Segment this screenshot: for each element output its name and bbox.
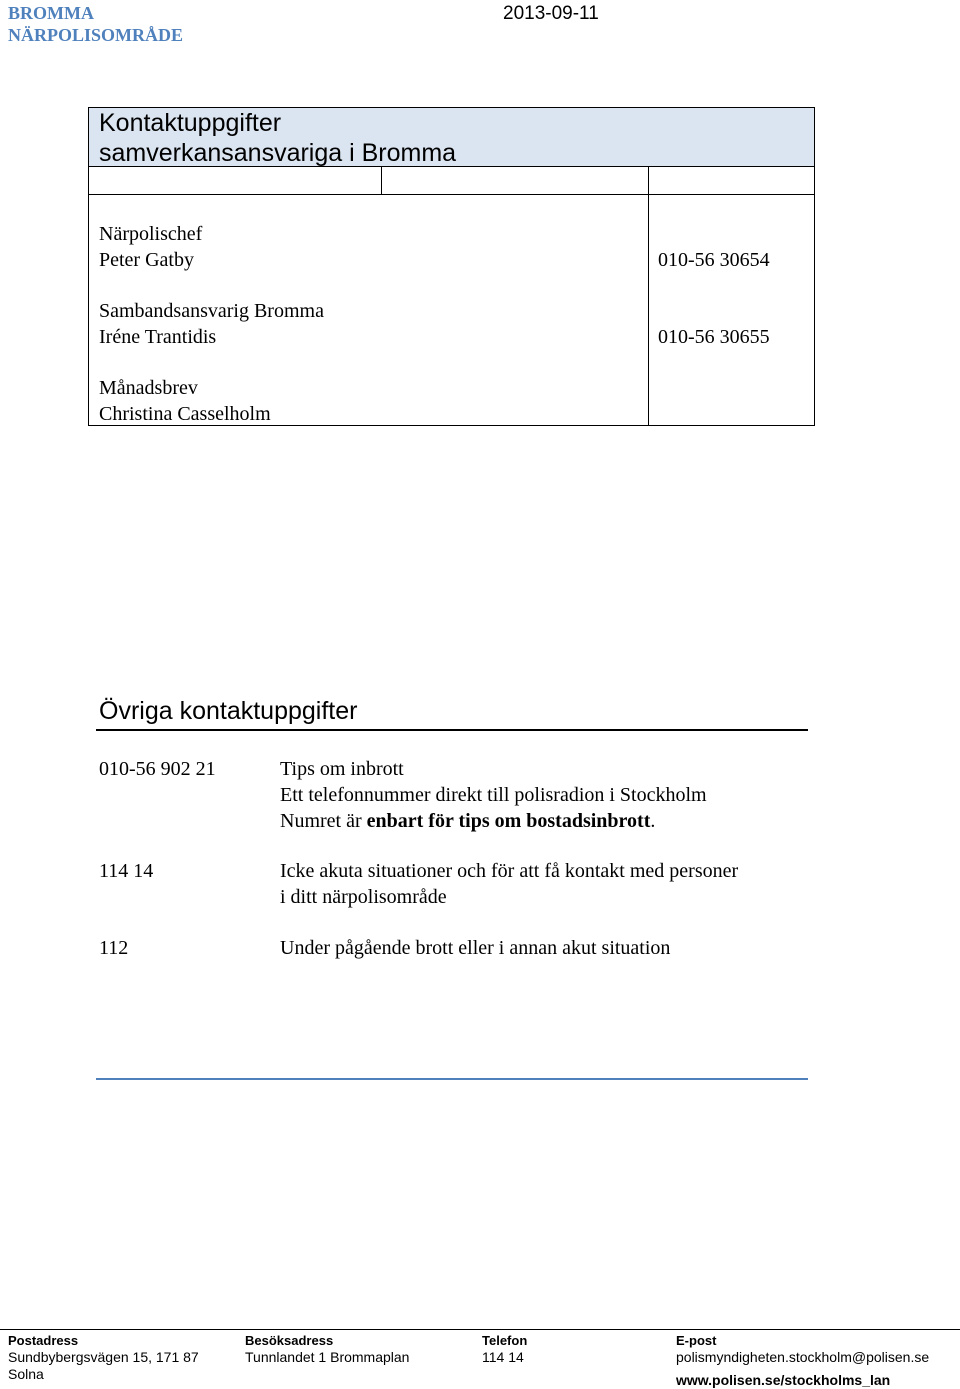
contact-number: 010-56 902 21 — [99, 758, 216, 780]
contact-role: Månadsbrev — [99, 377, 198, 399]
description-line: Ett telefonnummer direkt till polisradion i Stockholm — [280, 784, 707, 806]
org-name-line1: BROMMA — [8, 3, 94, 23]
footer-besoksadress — [245, 1332, 409, 1366]
footer-value: 114 14 — [482, 1349, 524, 1365]
description-line: Under pågående brott eller i annan akut situation — [280, 937, 671, 959]
description-line: Icke akuta situationer och för att få kontakt med personer — [280, 860, 739, 882]
contact-row — [99, 298, 324, 350]
contact-description — [280, 756, 840, 834]
contacts-table-title — [99, 108, 456, 168]
footer-label: Postadress — [8, 1333, 79, 1348]
footer-email-link[interactable]: polismyndigheten.stockholm@polisen.se — [676, 1349, 930, 1365]
footer-postadress — [8, 1332, 199, 1383]
footer-value: Sundbybergsvägen 15, 171 87 — [8, 1349, 199, 1365]
section-heading: Övriga kontaktuppgifter — [99, 697, 358, 725]
footer-rule — [0, 1329, 960, 1330]
footer-label: E-post — [676, 1333, 717, 1348]
footer-label: Telefon — [482, 1333, 528, 1348]
blue-divider — [96, 1078, 808, 1080]
table-column-divider — [648, 167, 649, 426]
description-line: i ditt närpolisområde — [280, 886, 447, 908]
table-column-divider — [381, 167, 382, 194]
footer-value: Solna — [8, 1366, 44, 1382]
contact-number: 114 14 — [99, 860, 154, 882]
contact-description — [280, 858, 840, 910]
contact-description — [280, 935, 840, 961]
contact-name: Peter Gatby — [99, 249, 194, 271]
contact-name: Christina Casselholm — [99, 403, 271, 425]
footer-web-link[interactable]: www.polisen.se/stockholms_lan — [676, 1372, 891, 1388]
table-divider — [89, 194, 814, 195]
org-name — [8, 2, 183, 46]
footer-value: Tunnlandet 1 Brommaplan — [245, 1349, 410, 1365]
contact-number: 112 — [99, 937, 129, 959]
contact-role: Sambandsansvarig Bromma — [99, 300, 324, 322]
section-rule — [96, 729, 808, 731]
contact-row — [99, 375, 271, 427]
description-text: Numret är — [280, 810, 367, 832]
contacts-table-title-line2: samverkansansvariga i Bromma — [99, 139, 457, 167]
description-line: Tips om inbrott — [280, 758, 404, 780]
contact-phone: 010-56 30655 — [658, 326, 770, 348]
document-date: 2013-09-11 — [503, 3, 599, 24]
contact-name: Iréne Trantidis — [99, 326, 217, 348]
description-text: . — [650, 810, 656, 832]
contact-phone: 010-56 30654 — [658, 249, 770, 271]
description-line — [280, 808, 840, 834]
org-name-line2: NÄRPOLISOMRÅDE — [8, 25, 184, 45]
footer-label: Besöksadress — [245, 1333, 334, 1348]
footer-telefon — [482, 1332, 527, 1366]
contact-role: Närpolischef — [99, 223, 203, 245]
contacts-table-title-line1: Kontaktuppgifter — [99, 109, 282, 137]
description-emphasis: enbart för tips om bostadsinbrott — [366, 810, 651, 832]
footer-epost — [676, 1332, 929, 1366]
contact-row — [99, 221, 202, 273]
